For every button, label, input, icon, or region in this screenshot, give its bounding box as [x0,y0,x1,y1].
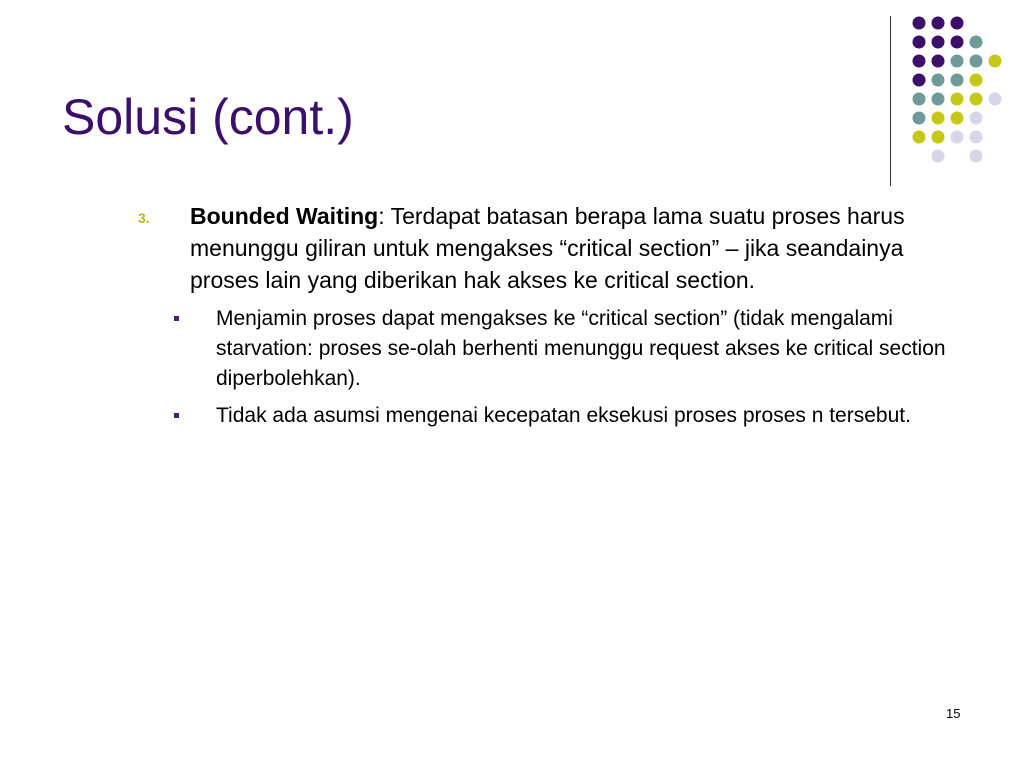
decorative-dot [970,55,983,68]
decorative-dot [913,55,926,68]
decorative-dot [913,93,926,106]
item-heading: Bounded Waiting [190,203,379,229]
decorative-dot [932,93,945,106]
numbered-item [128,200,978,296]
decorative-dot [913,36,926,49]
decorative-dot [913,74,926,87]
decorative-dot [932,74,945,87]
page-number: 15 [946,706,961,721]
item-description: : Terdapat batasan berapa lama suatu proses harus menunggu giliran untuk mengakses “critical section” – jika seandainya proses lain yang diberikan hak akses ke critical section. [190,203,905,293]
decorative-dot [951,17,964,30]
square-bullet-icon [174,413,179,418]
sub-bullet-item [128,401,978,431]
decorative-dot [951,74,964,87]
square-bullet-icon [174,316,179,321]
decorative-dot [951,131,964,144]
sub-bullet-text: Menjamin proses dapat mengakses ke “critical section” (tidak mengalami starvation: proses se-olah berhenti menunggu request akses ke critical section diperbolehkan). [216,307,946,390]
decorative-dot [951,112,964,125]
item-number: 3. [138,210,150,226]
decorative-dot [970,112,983,125]
decorative-dot [970,150,983,163]
decorative-dot [951,36,964,49]
decorative-dot [932,55,945,68]
decorative-dot [970,36,983,49]
sub-bullet-item [128,304,978,394]
decorative-dot [913,131,926,144]
decorative-dot [932,36,945,49]
decorative-dot [913,17,926,30]
decorative-dot [932,150,945,163]
decorative-dot [932,17,945,30]
decorative-dot [970,74,983,87]
decorative-dot [913,112,926,125]
decorative-dot [932,131,945,144]
decorative-dot [970,93,983,106]
decorative-dot [989,55,1002,68]
decorative-dot [989,93,1002,106]
decorative-dot [951,93,964,106]
slide-body [128,200,978,438]
sub-bullet-list [128,304,978,431]
decorative-dot [970,131,983,144]
sub-bullet-text: Tidak ada asumsi mengenai kecepatan eksekusi proses proses n tersebut. [216,404,911,427]
slide-title: Solusi (cont.) [62,89,354,145]
decorative-dot [932,112,945,125]
decorative-dot [951,55,964,68]
